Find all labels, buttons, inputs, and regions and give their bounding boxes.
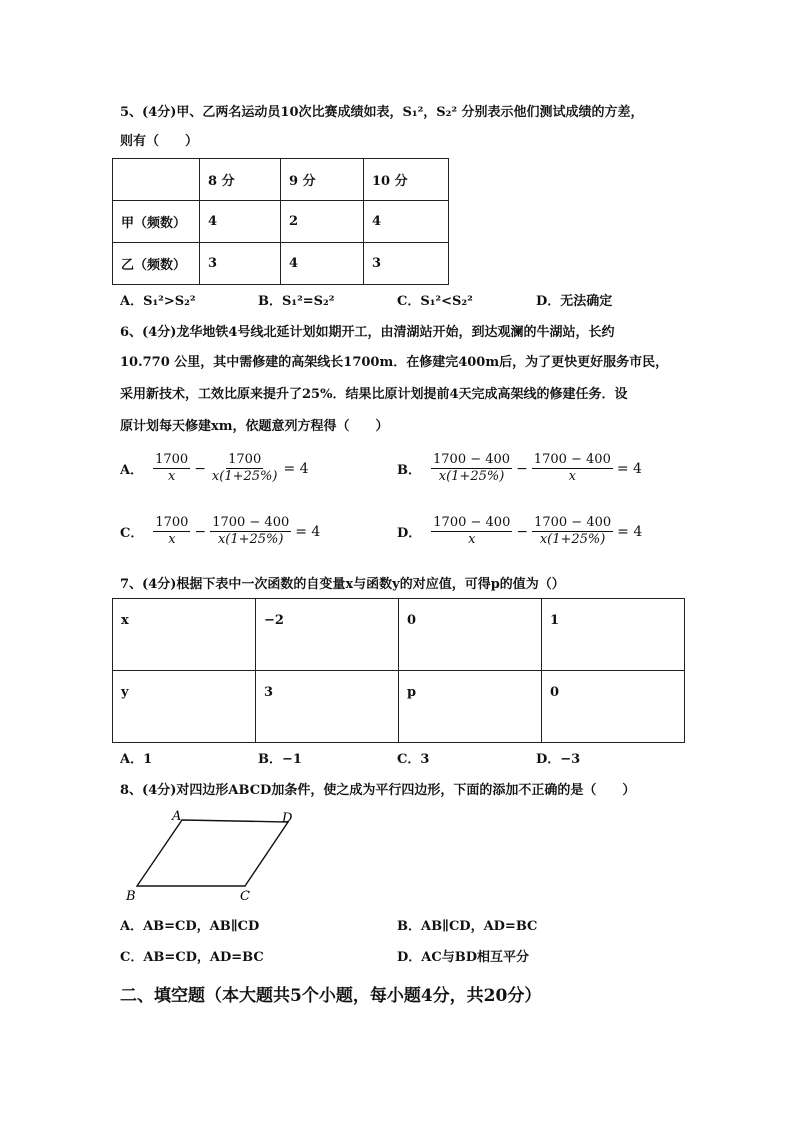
q7-table-cell: y: [113, 671, 256, 743]
q5-table-header-cell: 8 分: [200, 159, 281, 201]
q5-option-d[interactable]: D．无法确定: [536, 294, 613, 309]
numerator: 1700: [228, 452, 262, 467]
fraction: [210, 515, 291, 548]
numerator: 1700: [155, 452, 189, 467]
q5-stem-line2: 则有（ ）: [120, 134, 199, 149]
equation-rhs: = 4: [617, 523, 643, 540]
denominator: x(1+25%): [211, 469, 278, 484]
section-title: 二、填空题（本大题共5个小题，每小题4分，共20分）: [120, 986, 542, 1006]
q6-option-a[interactable]: [120, 452, 311, 485]
parallelogram-shape: [137, 820, 288, 886]
denominator: x(1+25%): [539, 532, 606, 547]
q6-option-d[interactable]: [397, 515, 644, 548]
q5-table-header-cell: 9 分: [281, 159, 364, 201]
minus-sign: −: [194, 523, 207, 540]
q7-option-d[interactable]: D．−3: [536, 752, 581, 767]
q6-option-d-label: D．: [397, 526, 422, 541]
q6-option-c-label: C．: [120, 526, 144, 541]
q7-table-cell: 0: [542, 671, 685, 743]
q8-stem-line1: 8、(4分)对四边形ABCD加条件，使之成为平行四边形，下面的添加不正确的是（ ）: [120, 783, 636, 798]
minus-sign: −: [516, 523, 529, 540]
q6-stem-line3: 采用新技术，工效比原来提升了25%．结果比原计划提前4天完成高架线的修建任务．设: [120, 387, 628, 402]
q8-option-b[interactable]: B．AB∥CD，AD=BC: [397, 919, 538, 934]
denominator: x: [468, 532, 476, 547]
q8-option-c[interactable]: C．AB=CD，AD=BC: [120, 950, 264, 965]
vertex-label-c: C: [240, 889, 250, 904]
q6-stem-line4: 原计划每天修建xm，依题意列方程得（ ）: [120, 419, 389, 434]
numerator: 1700: [155, 515, 189, 530]
q7-option-b[interactable]: B．−1: [258, 752, 302, 767]
q7-table-cell: x: [113, 599, 256, 671]
q7-option-c[interactable]: C．3: [397, 752, 430, 767]
equation-rhs: = 4: [283, 460, 309, 477]
numerator: 1700 − 400: [212, 515, 290, 530]
q6-stem-line1: 6、(4分)龙华地铁4号线北延计划如期开工，由清湖站开始，到达观澜的牛湖站，长约: [120, 325, 615, 340]
q7-table: [112, 598, 685, 743]
numerator: 1700 − 400: [533, 452, 611, 467]
denominator: x(1+25%): [438, 469, 505, 484]
q5-table-cell: 3: [364, 243, 449, 285]
q5-table-cell: 3: [200, 243, 281, 285]
fraction: [210, 452, 280, 485]
q5-option-a[interactable]: A．S₁²>S₂²: [120, 294, 196, 309]
q6-option-a-label: A．: [120, 463, 144, 478]
equation-rhs: = 4: [295, 523, 321, 540]
q6-option-b[interactable]: [397, 452, 644, 485]
q5-table-cell: 4: [200, 201, 281, 243]
fraction: [431, 452, 512, 485]
q5-table-header-cell: 10 分: [364, 159, 449, 201]
minus-sign: −: [516, 460, 528, 477]
q5-table: [112, 158, 449, 285]
q5-stem-line1: 5、(4分)甲、乙两名运动员10次比赛成绩如表，S₁²，S₂² 分别表示他们测试成绩的方差，: [120, 105, 644, 120]
q5-option-b[interactable]: B．S₁²=S₂²: [258, 294, 335, 309]
q7-stem-line1: 7、(4分)根据下表中一次函数的自变量x与函数y的对应值，可得p的值为（）: [120, 577, 565, 592]
fraction: [532, 515, 613, 548]
q5-table-cell: 4: [364, 201, 449, 243]
fraction: [532, 452, 613, 485]
numerator: 1700 − 400: [534, 515, 612, 530]
q6-option-b-label: B．: [397, 463, 421, 478]
q7-option-a[interactable]: A．1: [120, 752, 153, 767]
q7-table-cell: p: [399, 671, 542, 743]
vertex-label-d: D: [282, 811, 293, 826]
vertex-label-a: A: [172, 809, 182, 824]
equation-rhs: = 4: [616, 460, 642, 477]
numerator: 1700 − 400: [433, 452, 511, 467]
q5-table-cell: 4: [281, 243, 364, 285]
q5-table-header-cell: [113, 159, 200, 201]
denominator: x: [167, 469, 176, 484]
q7-table-cell: −2: [256, 599, 399, 671]
q5-table-cell: 乙（频数）: [113, 243, 200, 285]
q5-table-cell: 甲（频数）: [113, 201, 200, 243]
q7-table-cell: 1: [542, 599, 685, 671]
vertex-label-b: B: [126, 889, 136, 904]
q6-stem-line2: 10.770 公里，其中需修建的高架线长1700m．在修建完400m后，为了更快更好服务市民，: [120, 355, 669, 370]
fraction: [153, 515, 190, 548]
denominator: x: [568, 469, 576, 484]
q5-option-c[interactable]: C．S₁²<S₂²: [397, 294, 473, 309]
q6-option-c[interactable]: [120, 515, 322, 548]
parallelogram-figure: [120, 806, 310, 906]
denominator: x(1+25%): [217, 532, 284, 547]
q8-option-d[interactable]: D．AC与BD相互平分: [397, 950, 529, 965]
numerator: 1700 − 400: [433, 515, 511, 530]
q7-table-cell: 0: [399, 599, 542, 671]
q7-table-cell: 3: [256, 671, 399, 743]
q5-table-cell: 2: [281, 201, 364, 243]
minus-sign: −: [194, 460, 206, 477]
fraction: [431, 515, 512, 548]
denominator: x: [168, 532, 176, 547]
fraction: [153, 452, 190, 485]
q8-option-a[interactable]: A．AB=CD，AB∥CD: [120, 919, 260, 934]
